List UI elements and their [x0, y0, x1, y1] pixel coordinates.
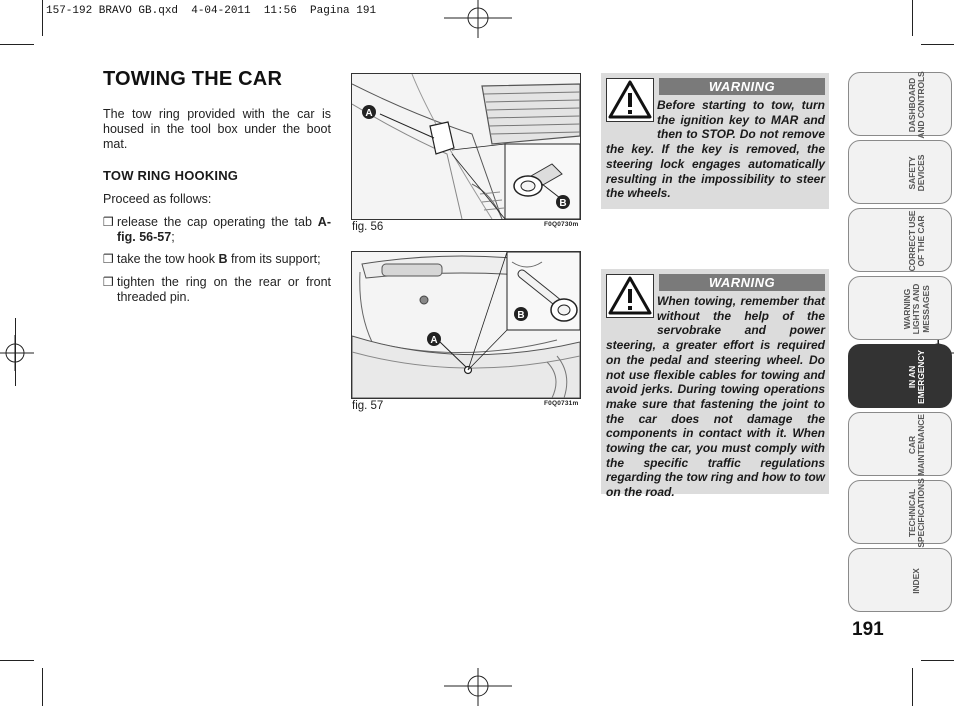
tab-dashboard-and-controls[interactable]: DASHBOARD AND CONTROLS: [848, 72, 952, 136]
figure-caption: fig. 57: [352, 400, 384, 412]
warning-box: [601, 73, 829, 209]
warning-box: [601, 269, 829, 500]
subheading: TOW RING HOOKING: [103, 168, 239, 183]
step-text-end: ;: [171, 230, 175, 244]
warning-text: Before starting to tow, turn the ignition key to MAR and then to STOP. Do not remove the key. If the key is removed, the steering lock engages automatically resulting in the impossibility to steer the wheels.: [606, 98, 825, 201]
car-front-tow-point-illustration: [352, 74, 580, 219]
tab-warning-lights[interactable]: WARNING LIGHTS AND MESSAGES: [848, 276, 952, 340]
figure-56-illustration: [351, 73, 581, 220]
figure-code: F0Q0730m: [544, 221, 579, 228]
tab-index[interactable]: INDEX: [848, 548, 952, 612]
tab-in-an-emergency[interactable]: IN AN EMERGENCY: [848, 344, 952, 408]
tab-car-maintenance[interactable]: CAR MAINTENANCE: [848, 412, 952, 476]
step-bold: B: [218, 252, 228, 266]
registration-mark-bottom-icon: [444, 668, 512, 706]
warning-heading: WARNING: [659, 274, 825, 291]
callout-b: B: [517, 310, 525, 321]
callout-a: A: [430, 335, 438, 346]
step-text: release the cap operating the tab: [117, 215, 318, 229]
page-number: 191: [852, 619, 884, 640]
proceed-label: Proceed as follows:: [103, 192, 212, 206]
tab-correct-use[interactable]: CORRECT USE OF THE CAR: [848, 208, 952, 272]
step-text: take the tow hook: [117, 252, 219, 266]
callout-b: B: [559, 198, 567, 209]
step-item: [103, 252, 331, 267]
warning-text: When towing, remember that without the help of the servobrake and power steering, a greater effort is required on the pedal and steering wheel. Do not use flexible cables for towing and avoid jerks. During towing operations make sure that fastening the joint to the car does not damage the components in contact with it. When towing the car, you must comply with the specific traffic regulations regarding the tow ring and how to tow on the road.: [606, 294, 825, 500]
checkbox-bullet-icon: ❒: [103, 215, 114, 229]
figure-caption: fig. 56: [352, 221, 384, 233]
step-bold: A-fig. 56-57: [117, 215, 331, 244]
step-text: tighten the ring on the rear or front threaded pin.: [117, 275, 331, 304]
registration-mark-left-icon: [0, 330, 34, 376]
figure-57-illustration: [351, 251, 581, 399]
page-title: TOWING THE CAR: [103, 68, 283, 90]
checkbox-bullet-icon: ❒: [103, 252, 114, 266]
intro-paragraph: The tow ring provided with the car is housed in the tool box under the boot mat.: [103, 107, 331, 151]
car-rear-tow-point-illustration: [352, 252, 580, 398]
print-header: 157-192 BRAVO GB.qxd 4-04-2011 11:56 Pagina 191: [46, 5, 377, 17]
figure-code: F0Q0731m: [544, 400, 579, 407]
step-item: [103, 275, 331, 305]
warning-heading: WARNING: [659, 78, 825, 95]
step-text-end: from its support;: [227, 252, 321, 266]
checkbox-bullet-icon: ❒: [103, 275, 114, 289]
tab-safety-devices[interactable]: SAFETY DEVICES: [848, 140, 952, 204]
step-item: [103, 215, 331, 245]
registration-mark-top-icon: [444, 0, 512, 38]
tab-technical-specifications[interactable]: TECHNICAL SPECIFICATIONS: [848, 480, 952, 544]
callout-a: A: [365, 108, 373, 119]
